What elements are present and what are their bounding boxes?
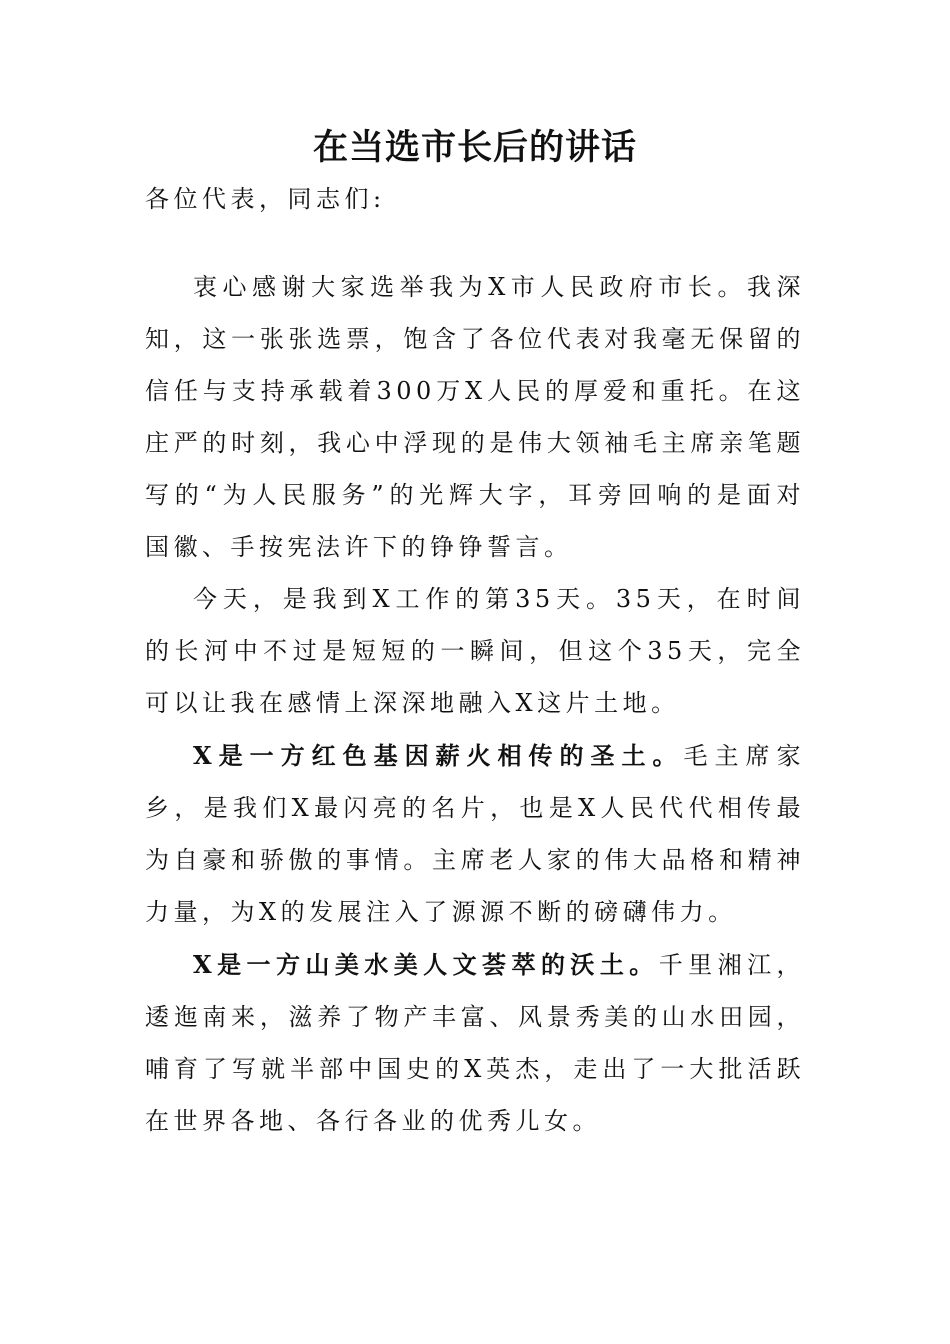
paragraph-4-text: 千里湘江，逶迤南来，滋养了物产丰富、风景秀美的山水田园，哺育了写就半部中国史的X英杰，走出了一大批活跃在世界各地、各行各业的优秀儿女。 bbox=[145, 951, 806, 1135]
paragraph-1-text: 衷心感谢大家选举我为X市人民政府市长。我深知，这一张张选票，饱含了各位代表对我毫无保留的信任与支持承载着300万X人民的厚爱和重托。在这庄严的时刻，我心中浮现的是伟大领袖毛主席亲笔题写的“为人民服务”的光辉大字，耳旁回响的是面对国徽、手按宪法许下的铮铮誓言。 bbox=[145, 273, 805, 561]
paragraph-4-lead: X是一方山美水美人文荟萃的沃土。 bbox=[193, 950, 659, 979]
paragraph-4 bbox=[145, 939, 805, 1147]
paragraph-2 bbox=[145, 573, 805, 729]
paragraph-2-text: 今天，是我到X工作的第35天。35天，在时间的长河中不过是短短的一瞬间，但这个35天，完全可以让我在感情上深深地融入X这片土地。 bbox=[145, 585, 805, 717]
document-title: 在当选市长后的讲话 bbox=[312, 127, 637, 168]
paragraph-3 bbox=[145, 730, 805, 938]
paragraph-3-lead: X是一方红色基因薪火相传的圣土。 bbox=[193, 741, 684, 770]
salutation: 各位代表，同志们: bbox=[145, 185, 386, 213]
paragraph-1 bbox=[145, 261, 805, 573]
paragraph-3-text: 毛主席家乡，是我们X最闪亮的名片，也是X人民代代相传最为自豪和骄傲的事情。主席老人家的伟大品格和精神力量，为X的发展注入了源源不断的磅礴伟力。 bbox=[145, 742, 805, 926]
